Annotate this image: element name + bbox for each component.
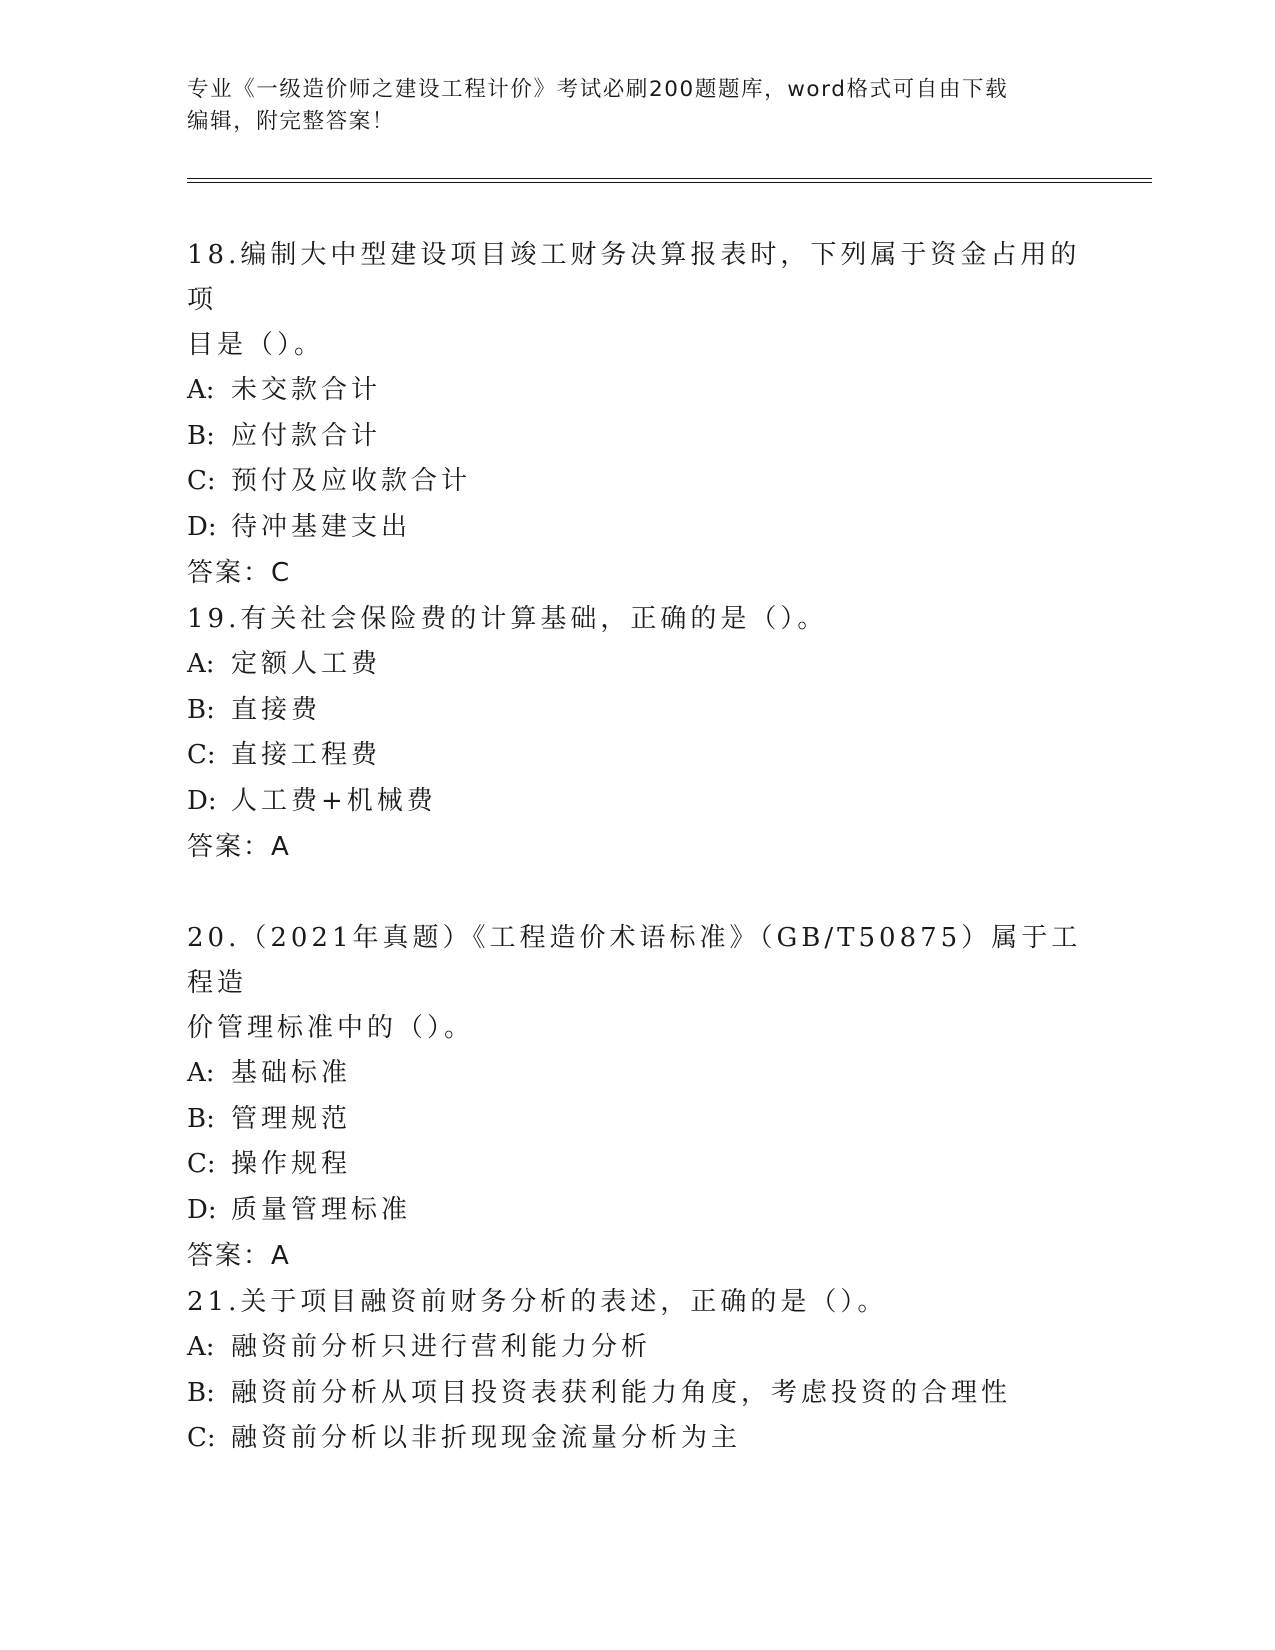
option-key: D: <box>187 785 217 816</box>
option-key: C: <box>187 1423 216 1453</box>
option-key: A: <box>187 1332 215 1362</box>
option-b <box>187 688 1087 734</box>
option-key: D: <box>187 1194 217 1225</box>
question-text-line-1: 20.（2021年真题）《工程造价术语标准》（GB/T50875）属于工程造 <box>187 923 1082 998</box>
question-18 <box>187 233 1087 596</box>
option-key: D: <box>187 511 217 542</box>
option-text: 融资前分析从项目投资表获利能力角度，考虑投资的合理性 <box>231 1377 1012 1408</box>
question-text-line-2: 价管理标准中的（）。 <box>187 1013 475 1043</box>
option-c <box>187 1416 1087 1462</box>
option-text: 人工费+机械费 <box>231 785 437 816</box>
option-c <box>187 459 1087 505</box>
option-b <box>187 1097 1087 1143</box>
question-text-line-1: 18.编制大中型建设项目竣工财务决算报表时，下列属于资金占用的项 <box>187 240 1081 315</box>
option-key: A: <box>187 375 215 405</box>
header-divider-top <box>187 178 1152 179</box>
option-key: A: <box>187 649 215 679</box>
answer: 答案：A <box>187 1241 291 1271</box>
option-b <box>187 1371 1087 1417</box>
answer: 答案：A <box>187 832 291 862</box>
option-a <box>187 642 1087 688</box>
option-a <box>187 1051 1087 1097</box>
option-text: 基础标准 <box>231 1058 352 1088</box>
option-text: 未交款合计 <box>231 375 382 405</box>
option-key: A: <box>187 1058 215 1088</box>
option-key: B: <box>187 694 215 725</box>
option-text: 直接费 <box>231 694 322 725</box>
option-a <box>187 1325 1087 1371</box>
option-a <box>187 368 1087 414</box>
question-text-line-1: 19.有关社会保险费的计算基础，正确的是（）。 <box>187 604 828 634</box>
header-line-2: 编辑，附完整答案！ <box>187 109 395 134</box>
option-text: 质量管理标准 <box>231 1194 412 1225</box>
answer: 答案：C <box>187 558 292 588</box>
question-19 <box>187 597 1087 870</box>
header-line-1: 专业《一级造价师之建设工程计价》考试必刷200题题库，word格式可自由下载 <box>187 77 1009 102</box>
option-d <box>187 1188 1087 1234</box>
option-key: C: <box>187 1149 216 1179</box>
option-text: 融资前分析只进行营利能力分析 <box>231 1332 652 1362</box>
document-header <box>187 74 1067 138</box>
option-key: B: <box>187 420 215 451</box>
question-21 <box>187 1280 1087 1462</box>
header-divider-bottom <box>187 182 1152 183</box>
option-key: B: <box>187 1103 215 1134</box>
option-text: 定额人工费 <box>231 649 382 679</box>
option-text: 预付及应收款合计 <box>231 466 472 496</box>
question-text-line-1: 21.关于项目融资前财务分析的表述，正确的是（）。 <box>187 1287 888 1317</box>
option-c <box>187 1142 1087 1188</box>
option-key: C: <box>187 466 216 496</box>
option-text: 操作规程 <box>231 1149 352 1179</box>
option-d <box>187 779 1087 825</box>
option-c <box>187 733 1087 779</box>
option-text: 融资前分析以非折现现金流量分析为主 <box>231 1423 742 1453</box>
option-b <box>187 414 1087 460</box>
question-text-line-2: 目是（）。 <box>187 330 325 360</box>
option-key: C: <box>187 740 216 770</box>
question-20 <box>187 916 1087 1279</box>
option-text: 应付款合计 <box>231 420 382 451</box>
option-d <box>187 505 1087 551</box>
option-key: B: <box>187 1377 215 1408</box>
option-text: 管理规范 <box>231 1103 352 1134</box>
option-text: 直接工程费 <box>231 740 382 770</box>
option-text: 待冲基建支出 <box>231 511 412 542</box>
